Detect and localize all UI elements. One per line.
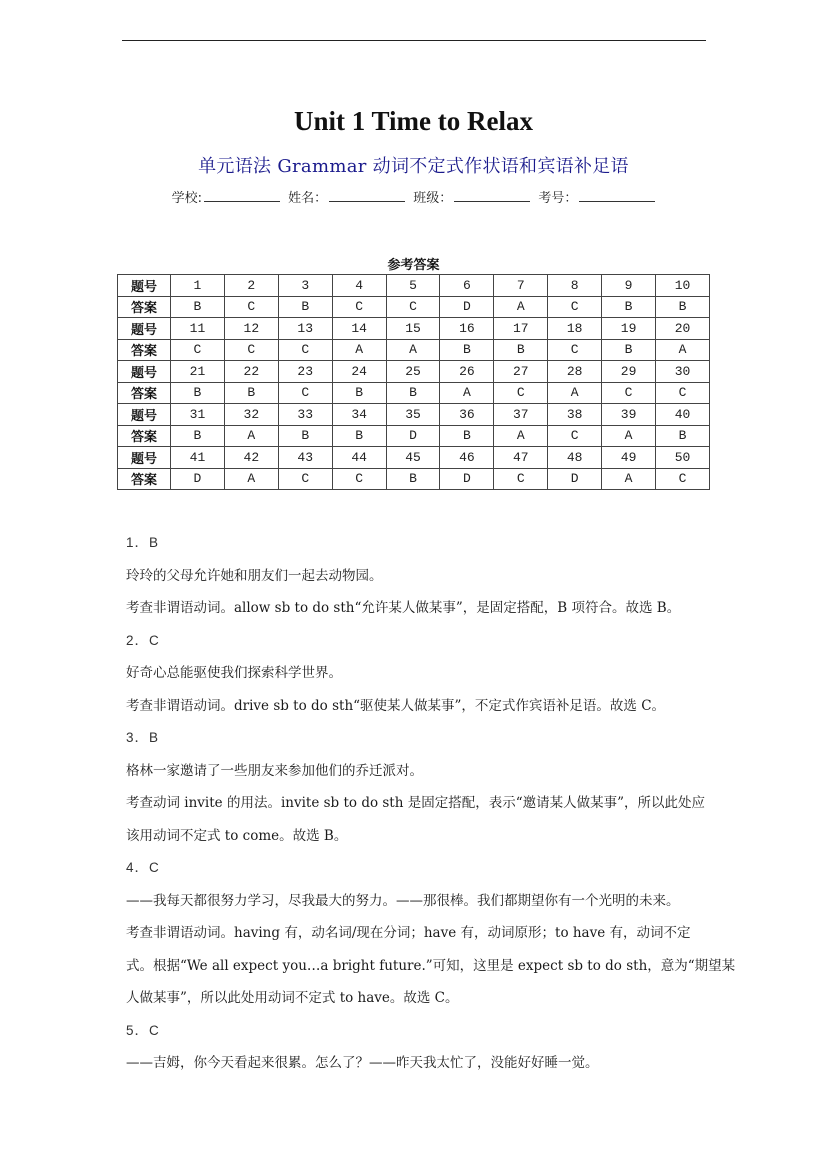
answer-cell: C [656,468,710,490]
answer-row-header: 答案 [118,296,171,318]
answer-cell: B [440,339,494,361]
name-field[interactable] [329,189,405,202]
answer-cell: C [224,339,278,361]
header-rule [122,40,706,41]
answer-row-header: 答案 [118,339,171,361]
question-number: 22 [224,361,278,383]
answer-cell: C [548,296,602,318]
question-number: 29 [602,361,656,383]
question-number: 33 [278,404,332,426]
question-number: 18 [548,318,602,340]
question-number: 27 [494,361,548,383]
question-number: 47 [494,447,548,469]
explanation-line: 人做某事”，所以此处用动词不定式 to have。故选 C。 [126,990,459,1006]
question-number: 17 [494,318,548,340]
question-number: 14 [332,318,386,340]
answer-row [118,339,710,361]
answer-row [118,382,710,404]
name-label: 姓名： [288,191,328,206]
answer-cell: B [332,425,386,447]
answer-row [118,468,710,490]
explanation-line: 考查非谓语动词。having 有，动名词/现在分词；have 有，动词原形；to have 有，动词不定 [126,925,691,941]
question-number: 8 [548,275,602,297]
answer-cell: B [224,382,278,404]
question-number: 32 [224,404,278,426]
question-number-row-header: 题号 [118,404,171,426]
question-number: 48 [548,447,602,469]
answer-cell: A [386,339,440,361]
question-number: 10 [656,275,710,297]
question-number: 4 [332,275,386,297]
question-number: 16 [440,318,494,340]
explanation-heading: 4．C [126,860,160,875]
class-field[interactable] [454,189,530,202]
document-title: Unit 1 Time to Relax [294,106,533,136]
answer-cell: C [332,296,386,318]
explanation-heading: 5．C [126,1022,160,1038]
question-number-row [118,275,710,297]
answer-cell: A [548,382,602,404]
question-number: 46 [440,447,494,469]
answer-row-header: 答案 [118,382,171,404]
question-number: 35 [386,404,440,426]
question-number: 39 [602,404,656,426]
exam-number-label: 考号： [538,191,578,206]
question-number: 5 [386,275,440,297]
answer-cell: A [332,339,386,361]
explanation-heading: 3．B [126,730,160,745]
answer-cell: A [602,425,656,447]
answer-row-header: 答案 [118,468,171,490]
school-label: 学校: [171,191,202,206]
question-number: 21 [171,361,225,383]
answer-cell: A [494,296,548,318]
answer-cell: B [494,339,548,361]
answer-cell: B [602,339,656,361]
answer-row-header: 答案 [118,425,171,447]
question-number: 20 [656,318,710,340]
explanation-heading: 1．B [126,535,160,550]
answer-cell: C [332,468,386,490]
answer-cell: B [656,296,710,318]
question-number: 1 [171,275,225,297]
question-number: 45 [386,447,440,469]
question-number: 42 [224,447,278,469]
question-number: 26 [440,361,494,383]
question-number: 12 [224,318,278,340]
question-number: 24 [332,361,386,383]
answer-cell: A [494,425,548,447]
question-number: 13 [278,318,332,340]
question-number-row-header: 题号 [118,361,171,383]
answer-cell: C [278,468,332,490]
answer-cell: C [224,296,278,318]
question-number: 23 [278,361,332,383]
question-number-row-header: 题号 [118,447,171,469]
question-number-row [118,404,710,426]
answer-cell: A [440,382,494,404]
answer-cell: C [494,382,548,404]
answer-cell: A [656,339,710,361]
explanation-line: 格林一家邀请了一些朋友来参加他们的乔迁派对。 [126,762,423,779]
exam-number-field[interactable] [579,189,655,202]
answer-cell: D [440,468,494,490]
answer-cell: C [494,468,548,490]
question-number: 7 [494,275,548,297]
explanation-line: 考查动词 invite 的用法。invite sb to do sth 是固定搭配，表示“邀请某人做某事”，所以此处应 [126,795,706,811]
school-field[interactable] [204,189,280,202]
answer-cell: C [278,339,332,361]
question-number: 15 [386,318,440,340]
question-number: 40 [656,404,710,426]
answer-cell: A [602,468,656,490]
question-number: 2 [224,275,278,297]
question-number: 3 [278,275,332,297]
question-number: 31 [171,404,225,426]
question-number-row [118,361,710,383]
explanation-line: 式。根据“We all expect you…a bright future.”可知，这里是 expect sb to do sth，意为“期望某 [126,957,736,974]
answer-cell: B [278,425,332,447]
answer-cell: B [602,296,656,318]
answer-cell: B [171,296,225,318]
answer-table [117,274,710,490]
answer-cell: B [171,382,225,404]
explanation-line: 考查非谓语动词。drive sb to do sth“驱使某人做某事”，不定式作宾语补足语。故选 C。 [126,697,666,714]
question-number: 19 [602,318,656,340]
answer-cell: B [332,382,386,404]
answer-cell: B [278,296,332,318]
question-number: 34 [332,404,386,426]
question-number: 11 [171,318,225,340]
question-number-row [118,318,710,340]
explanation-heading: 2．C [126,632,160,648]
question-number: 38 [548,404,602,426]
answer-cell: C [171,339,225,361]
answer-cell: D [548,468,602,490]
answer-cell: C [548,339,602,361]
explanations-section [126,527,736,1080]
answer-cell: B [386,382,440,404]
explanation-line: ——我每天都很努力学习，尽我最大的努力。——那很棒。我们都期望你有一个光明的未来。 [126,892,680,909]
question-number-row-header: 题号 [118,318,171,340]
answer-cell: B [171,425,225,447]
answer-row [118,296,710,318]
class-label: 班级： [413,191,453,206]
question-number: 9 [602,275,656,297]
explanation-line: 考查非谓语动词。allow sb to do sth“允许某人做某事”，是固定搭配，B 项符合。故选 B。 [126,600,681,616]
answer-cell: D [171,468,225,490]
explanation-line: 好奇心总能驱使我们探索科学世界。 [126,665,342,681]
answer-cell: C [386,296,440,318]
answer-cell: C [278,382,332,404]
document-subtitle: 单元语法 Grammar 动词不定式作状语和宾语补足语 [198,156,629,177]
question-number: 30 [656,361,710,383]
answer-table-caption: 参考答案 [387,258,440,273]
explanation-line: 玲玲的父母允许她和朋友们一起去动物园。 [126,567,383,584]
question-number: 49 [602,447,656,469]
answer-cell: A [224,425,278,447]
question-number: 25 [386,361,440,383]
question-number: 37 [494,404,548,426]
question-number: 41 [171,447,225,469]
explanation-line: ——吉姆，你今天看起来很累。怎么了？——昨天我太忙了，没能好好睡一觉。 [126,1055,599,1071]
answer-cell: B [386,468,440,490]
answer-cell: C [548,425,602,447]
question-number: 28 [548,361,602,383]
answer-row [118,425,710,447]
answer-cell: D [440,296,494,318]
answer-cell: B [656,425,710,447]
answer-cell: B [440,425,494,447]
question-number: 36 [440,404,494,426]
answer-cell: C [656,382,710,404]
question-number-row-header: 题号 [118,275,171,297]
answer-cell: C [602,382,656,404]
question-number-row [118,447,710,469]
answer-cell: D [386,425,440,447]
explanation-line: 该用动词不定式 to come。故选 B。 [126,827,348,844]
student-info-fields [0,187,827,206]
answer-cell: A [224,468,278,490]
question-number: 43 [278,447,332,469]
question-number: 50 [656,447,710,469]
question-number: 6 [440,275,494,297]
question-number: 44 [332,447,386,469]
